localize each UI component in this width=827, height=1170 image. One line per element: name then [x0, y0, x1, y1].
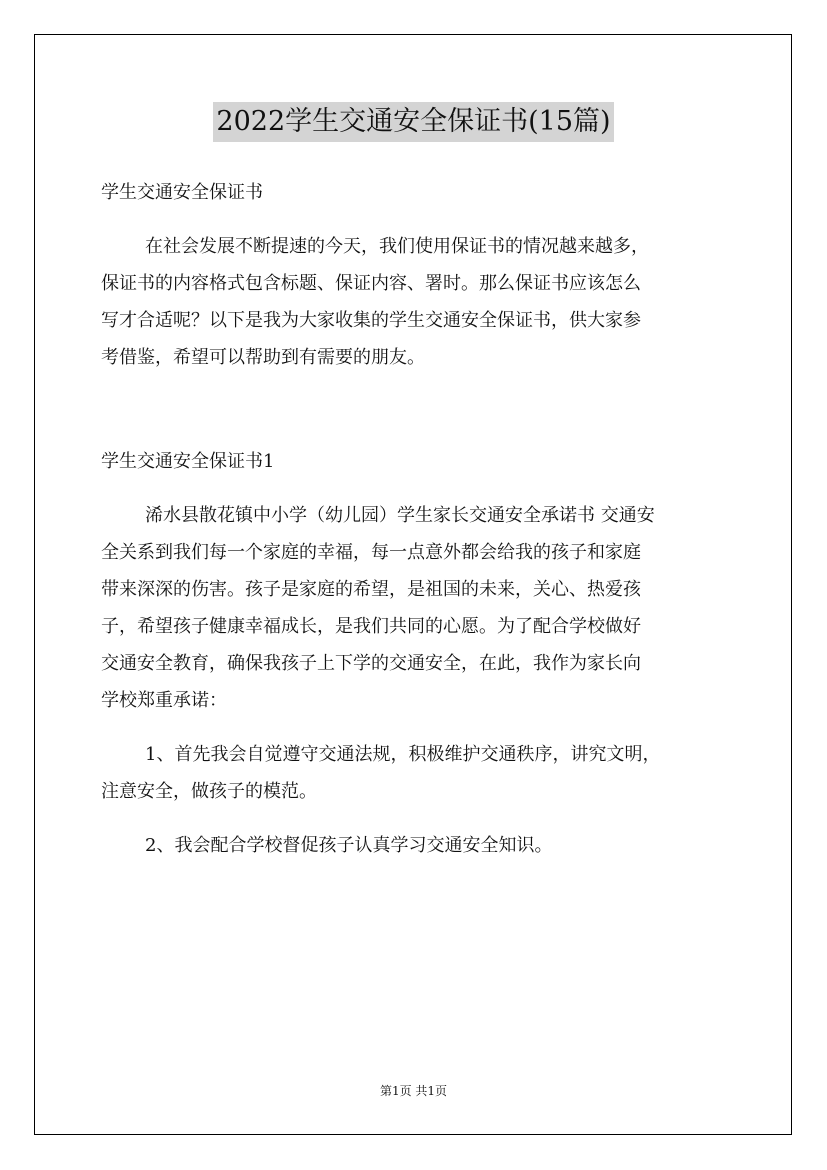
paragraph-line: 在社会发展不断提速的今天，我们使用保证书的情况越来越多，	[145, 236, 649, 257]
paragraph-line: 写才合适呢？以下是我为大家收集的学生交通安全保证书，供大家参	[101, 310, 641, 331]
section1-heading: 学生交通安全保证书1	[101, 451, 275, 472]
paragraph-line: 2、我会配合学校督促孩子认真学习交通安全知识。	[145, 835, 553, 856]
paragraph-line: 子，希望孩子健康幸福成长，是我们共同的心愿。为了配合学校做好	[101, 616, 641, 637]
document-title: 2022学生交通安全保证书(15篇)	[213, 102, 613, 142]
section1-paragraph-3	[101, 827, 731, 864]
paragraph-line: 全关系到我们每一个家庭的幸福，每一点意外都会给我的孩子和家庭	[101, 542, 641, 563]
document-body	[101, 174, 731, 881]
section1-paragraph-2	[101, 736, 731, 810]
intro-heading: 学生交通安全保证书	[101, 182, 263, 203]
page-footer: 第1页 共1页	[379, 1084, 448, 1098]
section1-paragraph-1	[101, 497, 731, 719]
section-gap	[101, 393, 731, 443]
document-title-wrapper	[0, 100, 827, 142]
paragraph-line: 交通安全教育，确保我孩子上下学的交通安全，在此，我作为家长向	[101, 653, 641, 674]
paragraph-line: 注意安全，做孩子的模范。	[101, 781, 317, 802]
paragraph-line: 保证书的内容格式包含标题、保证内容、署时。那么保证书应该怎么	[101, 273, 641, 294]
paragraph-line: 1、首先我会自觉遵守交通法规，积极维护交通秩序，讲究文明，	[145, 744, 661, 765]
paragraph-line: 带来深深的伤害。孩子是家庭的希望，是祖国的未来，关心、热爱孩	[101, 579, 641, 600]
paragraph-line: 考借鉴，希望可以帮助到有需要的朋友。	[101, 347, 425, 368]
intro-paragraph	[101, 228, 731, 376]
paragraph-line: 浠水县散花镇中小学（幼儿园）学生家长交通安全承诺书 交通安	[145, 505, 655, 526]
paragraph-line: 学校郑重承诺：	[101, 690, 227, 711]
